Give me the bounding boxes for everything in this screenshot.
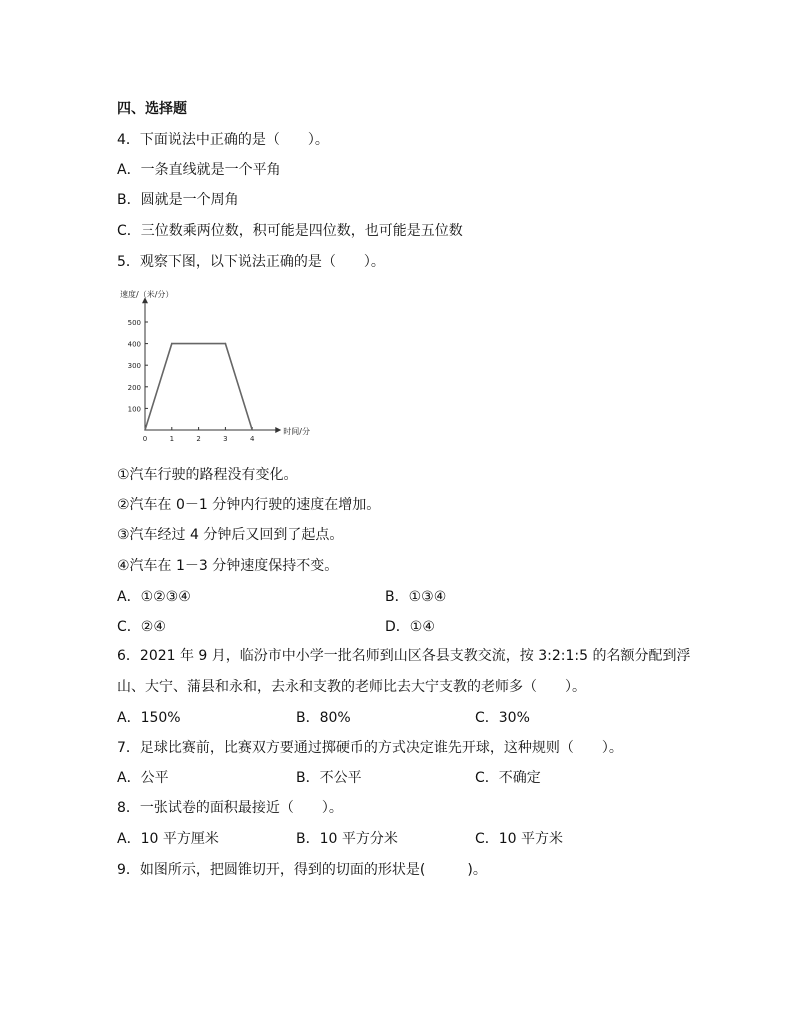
q5-stem: 5．观察下图，以下说法正确的是（ ）。 [117,254,385,270]
q5-option-c[interactable]: C．②④ [117,619,166,635]
q9-stem: 9．如图所示，把圆锥切开，得到的切面的形状是( )。 [117,862,487,878]
q5-statement-2: ②汽车在 0－1 分钟内行驶的速度在增加。 [117,497,381,513]
q4-stem: 4．下面说法中正确的是（ ）。 [117,132,329,148]
q6-option-a[interactable]: A．150% [117,710,181,726]
data-point [171,343,173,345]
q6-option-b[interactable]: B．80% [296,710,351,726]
q6-stem-line2: 山、大宁、蒲县和永和，去永和支教的老师比去大宁支教的老师多（ ）。 [117,679,586,695]
q5-statement-4: ④汽车在 1－3 分钟速度保持不变。 [117,558,339,574]
q5-option-b[interactable]: B．①③④ [385,589,447,605]
x-axis-label: 时间/分 [283,427,310,436]
x-tick-label: 2 [196,435,201,442]
q6-stem-line1: 6．2021 年 9 月，临汾市中小学一批名师到山区各县支教交流，按 3:2:1:5 的名额分配到浮 [117,648,691,664]
y-axis-label: 速度/（米/分） [120,290,174,299]
q8-option-c[interactable]: C．10 平方米 [475,831,564,847]
q7-option-c[interactable]: C．不确定 [475,770,541,786]
x-tick-label: 4 [249,435,255,442]
x-tick-label: 0 [142,435,148,442]
speed-time-chart [110,282,320,442]
y-tick-label: 500 [127,319,141,327]
data-point [144,429,146,431]
data-point [225,343,227,345]
x-axis-arrow [275,427,281,433]
q7-option-b[interactable]: B．不公平 [296,770,362,786]
q6-option-c[interactable]: C．30% [475,710,530,726]
section-title: 四、选择题 [117,101,187,117]
q5-option-d[interactable]: D．①④ [385,619,435,635]
q4-option-b[interactable]: B．圆就是一个周角 [117,192,239,208]
y-tick-label: 300 [127,362,141,371]
q7-option-a[interactable]: A．公平 [117,770,169,786]
q8-option-b[interactable]: B．10 平方分米 [296,831,398,847]
data-point [251,429,253,431]
q5-statement-3: ③汽车经过 4 分钟后又回到了起点。 [117,527,344,543]
q7-stem: 7．足球比赛前，比赛双方要通过掷硬币的方式决定谁先开球，这种规则（ ）。 [117,740,623,756]
y-tick-label: 200 [127,383,141,392]
speed-series-line [145,344,252,430]
q5-statement-1: ①汽车行驶的路程没有变化。 [117,467,298,483]
y-tick-label: 100 [127,405,141,414]
q8-stem: 8．一张试卷的面积最接近（ ）。 [117,800,343,816]
q4-option-c[interactable]: C．三位数乘两位数，积可能是四位数，也可能是五位数 [117,223,463,239]
x-tick-label: 1 [169,435,175,442]
y-tick-label: 400 [127,340,141,349]
q8-option-a[interactable]: A．10 平方厘米 [117,831,219,847]
q5-option-a[interactable]: A．①②③④ [117,589,191,605]
x-tick-label: 3 [223,435,228,442]
q4-option-a[interactable]: A．一条直线就是一个平角 [117,162,281,178]
